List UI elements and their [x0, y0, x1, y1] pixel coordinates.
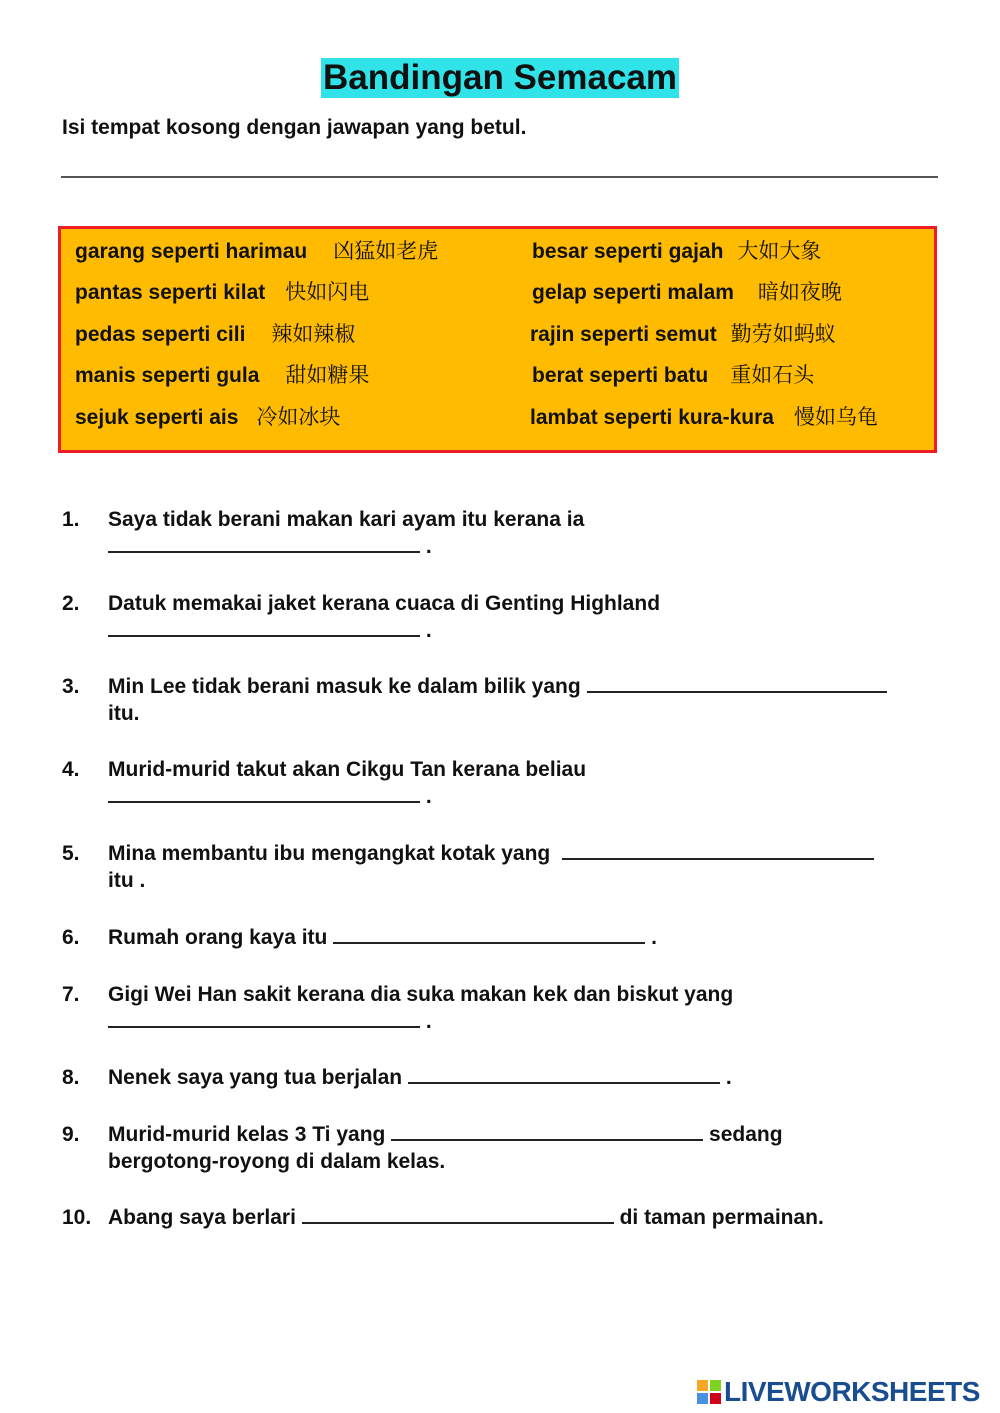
malay-phrase: lambat seperti kura-kura: [530, 406, 774, 429]
divider-line: [61, 176, 938, 178]
question-text-after: .: [725, 1066, 732, 1089]
answer-blank[interactable]: [108, 533, 420, 553]
question-number: 6.: [62, 926, 80, 949]
question-text: Saya tidak berani makan kari ayam itu kerana ia: [108, 508, 585, 531]
malay-phrase: gelap seperti malam: [532, 281, 734, 304]
question-number: 3.: [62, 675, 80, 698]
question-text-after: .: [425, 619, 432, 642]
malay-phrase: pedas seperti cili: [75, 323, 246, 346]
answer-blank[interactable]: [408, 1064, 720, 1084]
malay-phrase: manis seperti gula: [75, 364, 260, 387]
chinese-phrase: 冷如冰块: [256, 406, 341, 429]
question-text-after: itu .: [108, 869, 146, 892]
question-number: 9.: [62, 1123, 80, 1146]
logo-text: LIVEWORKSHEETS: [724, 1376, 980, 1407]
chinese-phrase: 重如石头: [730, 364, 815, 387]
question-text: Min Lee tidak berani masuk ke dalam bilik yang: [108, 675, 581, 698]
word-bank-item: [532, 279, 842, 307]
question-number: 7.: [62, 983, 80, 1006]
word-bank-item: [75, 238, 438, 266]
question-10: [62, 1204, 942, 1231]
word-bank-box: [58, 226, 937, 453]
chinese-phrase: 大如大象: [737, 240, 822, 263]
malay-phrase: besar seperti gajah: [532, 240, 724, 263]
question-2: [62, 590, 942, 644]
malay-phrase: rajin seperti semut: [530, 323, 717, 346]
question-text-after: .: [425, 535, 432, 558]
chinese-phrase: 勤劳如蚂蚁: [730, 323, 836, 346]
word-bank-item: [530, 321, 836, 349]
chinese-phrase: 慢如乌龟: [793, 406, 878, 429]
question-number: 5.: [62, 842, 80, 865]
question-text-after: sedang bergotong-royong di dalam kelas.: [108, 1123, 783, 1173]
question-number: 1.: [62, 508, 80, 531]
answer-blank[interactable]: [562, 840, 874, 860]
answer-blank[interactable]: [108, 783, 420, 803]
malay-phrase: berat seperti batu: [532, 364, 709, 387]
question-text: Rumah orang kaya itu: [108, 926, 328, 949]
question-text-after: .: [651, 926, 657, 949]
word-bank-item: [75, 404, 340, 432]
question-8: [62, 1064, 942, 1091]
question-text: Nenek saya yang tua berjalan: [108, 1066, 403, 1089]
liveworksheets-logo: [697, 1376, 980, 1408]
question-number: 8.: [62, 1066, 80, 1089]
question-text-after: .: [425, 785, 432, 808]
question-6: [62, 924, 942, 951]
answer-blank[interactable]: [108, 617, 420, 637]
answer-blank[interactable]: [108, 1008, 420, 1028]
question-text: Murid-murid kelas 3 Ti yang: [108, 1123, 386, 1146]
chinese-phrase: 辣如辣椒: [271, 323, 356, 346]
question-9: [62, 1121, 942, 1175]
question-text: Datuk memakai jaket kerana cuaca di Genting Highland: [108, 592, 661, 615]
word-bank-item: [75, 321, 355, 349]
question-7: [62, 981, 942, 1035]
word-bank-item: [75, 362, 369, 390]
malay-phrase: sejuk seperti ais: [75, 406, 239, 429]
worksheet-title: [0, 58, 1000, 98]
liveworksheets-logo-icon: [697, 1380, 721, 1404]
word-bank-item: [530, 404, 878, 432]
question-1: [62, 506, 942, 560]
chinese-phrase: 甜如糖果: [285, 364, 370, 387]
question-5: [62, 840, 942, 894]
question-text-after: .: [425, 1010, 432, 1033]
answer-blank[interactable]: [333, 924, 645, 944]
question-text-after: di taman permainan.: [619, 1206, 824, 1229]
answer-blank[interactable]: [587, 673, 887, 693]
question-number: 2.: [62, 592, 80, 615]
word-bank-item: [532, 238, 821, 266]
malay-phrase: garang seperti harimau: [75, 240, 308, 263]
answer-blank[interactable]: [391, 1121, 703, 1141]
answer-blank[interactable]: [302, 1204, 614, 1224]
question-text: Mina membantu ibu mengangkat kotak yang: [108, 842, 551, 865]
word-bank-item: [532, 362, 814, 390]
chinese-phrase: 快如闪电: [285, 281, 370, 304]
question-number: 4.: [62, 758, 80, 781]
question-text-after: itu.: [108, 702, 140, 725]
title-text: Bandingan Semacam: [323, 58, 677, 97]
chinese-phrase: 凶猛如老虎: [333, 240, 439, 263]
question-number: 10.: [62, 1206, 92, 1229]
chinese-phrase: 暗如夜晚: [757, 281, 842, 304]
question-text: Gigi Wei Han sakit kerana dia suka makan kek dan biskut yang: [108, 983, 734, 1006]
question-3: [62, 673, 942, 727]
question-text: Abang saya berlari: [108, 1206, 296, 1229]
malay-phrase: pantas seperti kilat: [75, 281, 266, 304]
question-4: [62, 756, 942, 810]
question-text: Murid-murid takut akan Cikgu Tan kerana beliau: [108, 758, 587, 781]
instruction-text: Isi tempat kosong dengan jawapan yang betul.: [62, 116, 527, 139]
word-bank-item: [75, 279, 369, 307]
